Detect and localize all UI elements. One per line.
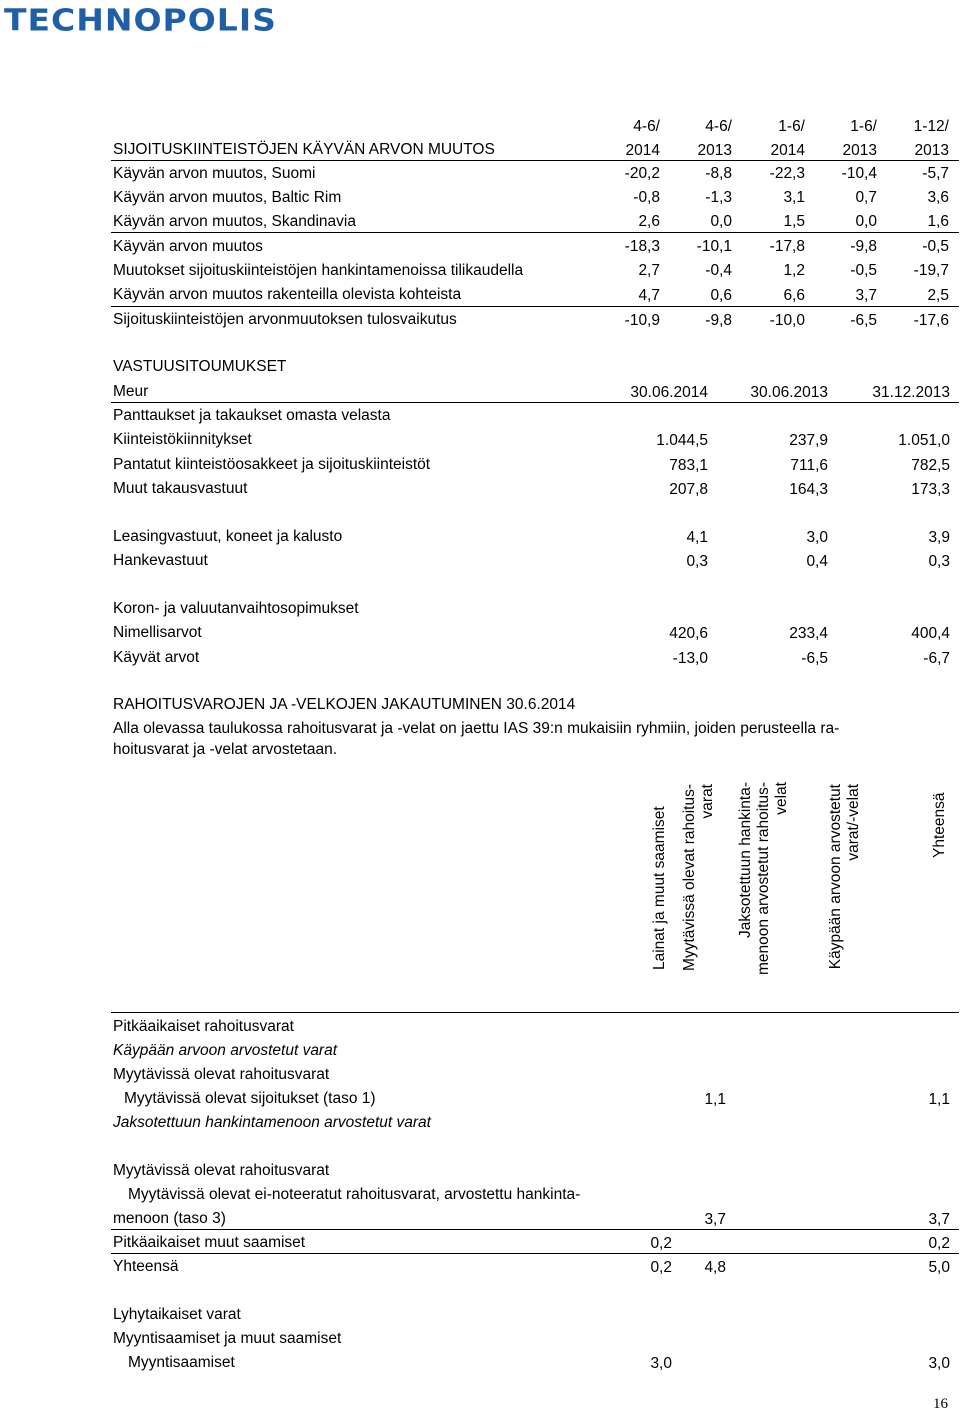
cell: 1,2 <box>783 262 805 279</box>
cell: 0,0 <box>855 213 877 230</box>
row-label: Nimellisarvot <box>113 624 202 641</box>
cell: 1,1 <box>704 1091 726 1108</box>
row-label: Myytävissä olevat ei-noteeratut rahoitusvarat, arvostettu hankinta- <box>128 1186 581 1203</box>
cell: -10,0 <box>769 312 805 329</box>
cell: -0,5 <box>922 238 949 255</box>
cell: 3,6 <box>927 189 949 206</box>
cell: 4,8 <box>704 1259 726 1276</box>
col-header-total: Yhteensä <box>931 792 948 858</box>
cell: 0,2 <box>650 1235 672 1252</box>
col-header-top: 4-6/ <box>633 118 660 135</box>
section-title: SIJOITUSKIINTEISTÖJEN KÄYVÄN ARVON MUUTOS <box>113 141 495 158</box>
cell: 3,0 <box>928 1355 950 1372</box>
col-header-date: 31.12.2013 <box>872 384 950 401</box>
row-label: Pitkäaikaiset muut saamiset <box>113 1234 306 1251</box>
cell: 164,3 <box>789 481 828 498</box>
cell: 711,6 <box>790 457 828 474</box>
col-header-top: 1-6/ <box>850 118 877 135</box>
row-label: Koron- ja valuutanvaihtosopimukset <box>113 600 359 617</box>
col-header-top: 1-12/ <box>913 118 949 135</box>
cell: 3,7 <box>704 1211 726 1228</box>
cell: -5,7 <box>922 165 949 182</box>
row-label: menoon (taso 3) <box>113 1210 226 1227</box>
cell: 0,0 <box>710 213 732 230</box>
cell: 1.051,0 <box>898 432 950 449</box>
col-header-year: 2013 <box>842 142 877 159</box>
intro-text: Alla olevassa taulukossa rahoitusvarat ja -velat on jaettu IAS 39:n mukaisiin ryhmiin, joiden perusteella ra- <box>113 720 840 737</box>
cell: 420,6 <box>669 625 708 642</box>
row-label: Pitkäaikaiset rahoitusvarat <box>113 1018 294 1035</box>
cell: -18,3 <box>624 238 660 255</box>
cell: -10,4 <box>841 165 877 182</box>
intro-text: hoitusvarat ja -velat arvostetaan. <box>113 741 338 758</box>
row-label: Yhteensä <box>113 1258 179 1275</box>
col-header-year: 2014 <box>770 142 805 159</box>
col-header-top: 4-6/ <box>705 118 732 135</box>
cell: -20,2 <box>624 165 660 182</box>
cell: 0,6 <box>710 287 732 304</box>
cell: 3,7 <box>928 1211 950 1228</box>
row-label: Myytävissä olevat rahoitusvarat <box>113 1066 330 1083</box>
row-label: Kiinteistökiinnitykset <box>113 431 252 448</box>
cell: 0,2 <box>928 1235 950 1252</box>
cell: 1,1 <box>928 1091 950 1108</box>
cell: 783,1 <box>669 457 708 474</box>
row-label: Käyvän arvon muutos rakenteilla olevista kohteista <box>113 286 462 303</box>
cell: 6,6 <box>783 287 805 304</box>
cell: -1,3 <box>705 189 732 206</box>
cell: -17,8 <box>769 238 805 255</box>
row-label: Panttaukset ja takaukset omasta velasta <box>113 407 391 424</box>
cell: 2,5 <box>927 287 949 304</box>
section-title: VASTUUSITOUMUKSET <box>113 358 287 375</box>
cell: 5,0 <box>928 1259 950 1276</box>
cell: 0,2 <box>650 1259 672 1276</box>
cell: 0,4 <box>806 553 828 570</box>
cell: 3,0 <box>806 529 828 546</box>
cell: 0,3 <box>686 553 708 570</box>
row-label: Käyvän arvon muutos, Baltic Rim <box>113 189 342 206</box>
cell: 3,7 <box>855 287 877 304</box>
unit-label: Meur <box>113 383 149 400</box>
header-rule <box>111 1012 959 1013</box>
col-header-top: 1-6/ <box>778 118 805 135</box>
row-label: Muut takausvastuut <box>113 480 248 497</box>
cell: 0,3 <box>928 553 950 570</box>
section-title: RAHOITUSVAROJEN JA -VELKOJEN JAKAUTUMINEN 30.6.2014 <box>113 696 576 713</box>
col-header-year: 2013 <box>914 142 949 159</box>
row-rule <box>111 1253 959 1254</box>
col-header-available-for-sale: Myytävissä olevat rahoitus- varat <box>681 784 716 971</box>
row-rule <box>111 306 959 307</box>
col-header-year: 2014 <box>625 142 660 159</box>
row-label: Myytävissä olevat rahoitusvarat <box>113 1162 330 1179</box>
cell: -0,8 <box>633 189 660 206</box>
row-label: Myyntisaamiset ja muut saamiset <box>113 1330 342 1347</box>
col-header-date: 30.06.2014 <box>630 384 708 401</box>
cell: -13,0 <box>672 650 708 667</box>
cell: -22,3 <box>769 165 805 182</box>
page-number: 16 <box>933 1396 948 1412</box>
row-label: Hankevastuut <box>113 552 208 569</box>
cell: 207,8 <box>669 481 708 498</box>
cell: 782,5 <box>911 457 950 474</box>
col-header-fair-value: Käypään arvoon arvostetut varat/-velat <box>827 784 862 970</box>
header-rule <box>111 402 959 403</box>
cell: 2,7 <box>638 262 660 279</box>
row-label: Käyvän arvon muutos, Suomi <box>113 165 316 182</box>
cell: -8,8 <box>705 165 732 182</box>
cell: 3,1 <box>783 189 805 206</box>
cell: 173,3 <box>911 481 950 498</box>
row-label: Lyhytaikaiset varat <box>113 1306 241 1323</box>
cell: 1.044,5 <box>656 432 708 449</box>
row-label: Myyntisaamiset <box>128 1354 235 1371</box>
row-label: Pantatut kiinteistöosakkeet ja sijoituskiinteistöt <box>113 456 431 473</box>
row-label: Jaksotettuun hankintamenoon arvostetut varat <box>113 1114 431 1131</box>
row-label: Muutokset sijoituskiinteistöjen hankintamenoissa tilikaudella <box>113 262 524 279</box>
cell: 4,7 <box>638 287 660 304</box>
row-label: Sijoituskiinteistöjen arvonmuutoksen tulosvaikutus <box>113 311 457 328</box>
header-rule <box>111 160 959 161</box>
cell: 233,4 <box>789 625 828 642</box>
row-label: Käyvät arvot <box>113 649 200 666</box>
cell: 400,4 <box>911 625 950 642</box>
cell: -6,5 <box>801 650 828 667</box>
row-rule <box>111 232 959 233</box>
cell: -10,1 <box>696 238 732 255</box>
cell: -0,4 <box>705 262 732 279</box>
row-label: Käyvän arvon muutos, Skandinavia <box>113 213 356 230</box>
row-rule <box>111 1229 959 1230</box>
cell: 237,9 <box>789 432 828 449</box>
cell: -6,5 <box>850 312 877 329</box>
cell: 2,6 <box>638 213 660 230</box>
cell: -10,9 <box>624 312 660 329</box>
cell: 0,7 <box>855 189 877 206</box>
row-label: Myytävissä olevat sijoitukset (taso 1) <box>124 1090 376 1107</box>
col-header-loans: Lainat ja muut saamiset <box>651 806 668 970</box>
cell: 1,6 <box>927 213 949 230</box>
row-label: Käyvän arvon muutos <box>113 238 263 255</box>
cell: 1,5 <box>783 213 805 230</box>
cell: 4,1 <box>686 529 708 546</box>
cell: -19,7 <box>913 262 949 279</box>
col-header-date: 30.06.2013 <box>750 384 828 401</box>
cell: -9,8 <box>705 312 732 329</box>
cell: -6,7 <box>923 650 950 667</box>
cell: -17,6 <box>913 312 949 329</box>
cell: 3,9 <box>928 529 950 546</box>
cell: -0,5 <box>850 262 877 279</box>
col-header-year: 2013 <box>697 142 732 159</box>
row-label: Käypään arvoon arvostetut varat <box>113 1042 338 1059</box>
row-label: Leasingvastuut, koneet ja kalusto <box>113 528 343 545</box>
col-header-amortised-cost: Jaksotettuun hankinta- menoon arvostetut rahoitus- velat <box>737 782 790 975</box>
cell: 3,0 <box>650 1355 672 1372</box>
company-logo: TECHNOPOLIS <box>4 2 277 38</box>
cell: -9,8 <box>850 238 877 255</box>
